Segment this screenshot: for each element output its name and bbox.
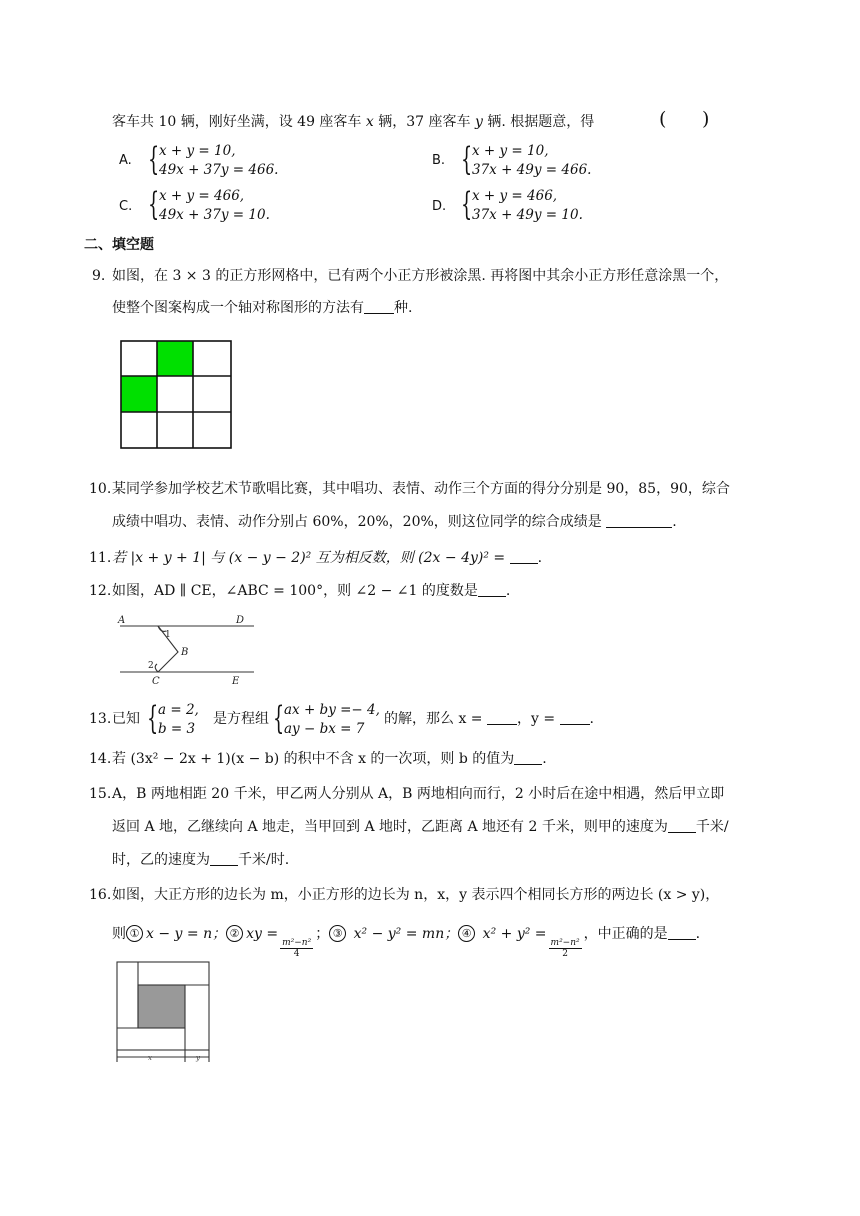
q8-option-a-line1: x + y = 10, [159, 143, 236, 159]
q15-text-c: 时，乙的速度为 [112, 852, 210, 868]
q16-item4-b: ，中正确的是 [583, 926, 668, 942]
q8-text-b: 辆，37 座客车 [373, 114, 475, 130]
q15-text-a: 返回 A 地，乙继续向 A 地走，当甲回到 A 地时，乙距离 A 地还有 2 千米，则甲的速度为 [112, 819, 668, 835]
q13-given-line2: b = 3 [158, 721, 196, 737]
section-title: 二、填空题 [84, 237, 154, 253]
q16-item4-marker: ④ [458, 925, 475, 942]
brace-icon: { [461, 140, 473, 178]
q13-text-a: 的解，那么 x = [384, 711, 487, 727]
q13-equation-system [273, 701, 380, 739]
q12-label-c: C [152, 676, 160, 687]
q16-label-x: x [148, 1054, 152, 1062]
q13-given-system [147, 701, 199, 739]
brace-icon: { [147, 699, 159, 737]
q15-line3 [112, 850, 289, 870]
q8-answer-paren-left: ( [659, 108, 667, 130]
q16-squares-figure [114, 960, 212, 1066]
q11-number: 11. [89, 550, 112, 566]
q16-answer-blank[interactable] [668, 925, 696, 940]
q10-line1: 某同学参加学校艺术节歌唱比赛，其中唱功、表情、动作三个方面的得分分别是 90，85，90，综合 [112, 481, 730, 497]
q15-line1: A，B 两地相距 20 千米，甲乙两人分别从 A，B 两地相向而行，2 小时后在途中相遇，然后甲立即 [112, 786, 725, 802]
q12-label-a: A [118, 615, 126, 626]
grid-cell-r2c1 [121, 376, 157, 412]
q8-option-c-line2: 49x + 37y = 10. [159, 207, 270, 223]
q16-item1-marker: ① [126, 925, 143, 942]
q13-sys-line2: ay − bx = 7 [284, 721, 365, 737]
q16-item2-marker: ② [226, 925, 243, 942]
q9-text-end: 种. [394, 300, 413, 316]
q12-parallel-lines-figure [112, 612, 272, 690]
q16-item4-den: 2 [562, 949, 568, 959]
q16-item2-den: 4 [293, 949, 300, 959]
q11-answer-blank[interactable] [510, 549, 538, 564]
q8-answer-paren-right: ) [702, 108, 710, 130]
q13-given-line1: a = 2, [158, 702, 199, 718]
q15-text-b: 千米/ [695, 819, 729, 835]
brace-icon: { [148, 140, 160, 178]
q16-text-end: . [695, 926, 701, 942]
q12-number: 12. [89, 583, 112, 599]
q12-line [112, 581, 510, 601]
q14-line [112, 749, 547, 769]
q13-y-blank[interactable] [560, 710, 590, 725]
q8-option-d-line2: 37x + 49y = 10. [472, 207, 583, 223]
q12-answer-blank[interactable] [478, 582, 506, 597]
q8-option-c-system[interactable] [148, 187, 270, 225]
q8-option-a-label[interactable]: A. [119, 153, 132, 168]
q16-item2-b: ； [315, 926, 330, 942]
q15-number: 15. [89, 786, 112, 802]
q16-item3-marker: ③ [329, 925, 346, 942]
q16-item2-num: m²−n² [282, 938, 312, 948]
q8-option-a-line2: 49x + 37y = 466. [159, 162, 279, 178]
q13-pre: 已知 [112, 711, 140, 727]
brace-icon: { [461, 185, 473, 223]
q16-line1: 如图，大正方形的边长为 m，小正方形的边长为 n，x，y 表示四个相同长方形的两边长 (x > y)， [112, 887, 720, 903]
q12-label-b: B [181, 647, 189, 658]
q8-text-a: 客车共 10 辆，刚好坐满，设 49 座客车 [112, 114, 366, 130]
q15-yi-speed-blank[interactable] [210, 851, 238, 866]
q16-item3: x² − y² = mn； [349, 926, 459, 942]
q8-stem [112, 112, 594, 132]
q16-item4-a: x² + y² = [478, 926, 547, 942]
q16-label-y: y [196, 1054, 200, 1062]
q16-item2-fraction [280, 938, 313, 959]
q16-number: 16. [89, 887, 112, 903]
q15-jia-speed-blank[interactable] [668, 818, 696, 833]
q16-line2 [112, 924, 700, 959]
q9-text: 使整个图案构成一个轴对称图形的方法有 [112, 300, 364, 316]
q8-option-c-line1: x + y = 466, [159, 188, 245, 204]
q9-line1: 如图，在 3 × 3 的正方形网格中，已有两个小正方形被涂黑. 再将图中其余小正方形任意涂黑一个， [112, 268, 729, 284]
q12-label-d: D [236, 615, 245, 626]
q8-option-b-label[interactable]: B. [432, 153, 446, 168]
q10-answer-blank[interactable] [606, 513, 672, 528]
q13-number: 13. [89, 711, 112, 727]
q13-x-blank[interactable] [487, 710, 517, 725]
q11-line [112, 548, 542, 568]
q16-text-then: 则 [112, 926, 126, 942]
q9-number: 9. [92, 268, 106, 284]
q12-label-2: 2 [148, 661, 154, 671]
q10-line2 [112, 512, 677, 532]
q15-text-d: 千米/时. [238, 852, 290, 868]
q10-number: 10. [89, 481, 112, 497]
q8-option-c-label[interactable]: C. [119, 199, 133, 214]
q14-answer-blank[interactable] [514, 750, 542, 765]
q13-post [384, 709, 594, 729]
q13-mid: 是方程组 [213, 711, 269, 727]
q12-label-e: E [232, 676, 240, 687]
brace-icon: { [273, 699, 285, 737]
q14-number: 14. [89, 751, 112, 767]
q8-option-d-system[interactable] [461, 187, 583, 225]
q8-text-c: 辆. 根据题意，得 [482, 114, 595, 130]
q8-option-a-system[interactable] [148, 142, 278, 180]
q12-text: 如图，AD ∥ CE，∠ABC = 100°，则 ∠2 − ∠1 的度数是 [112, 583, 478, 599]
q12-text-end: . [505, 583, 511, 599]
q13-sys-line1: ax + by =− 4, [284, 702, 380, 718]
q9-answer-blank[interactable] [364, 299, 394, 314]
q11-text-end: . [537, 550, 543, 566]
q15-line2 [112, 817, 729, 837]
q11-text: 若 |x + y + 1| 与 (x − y − 2)² 互为相反数，则 (2x − 4y)² = [112, 550, 510, 566]
q9-line2 [112, 298, 412, 318]
q12-label-1: 1 [165, 630, 171, 640]
q8-var-y: y [474, 114, 483, 130]
q8-option-b-system[interactable] [461, 142, 591, 180]
q16-item1: x − y = n； [146, 926, 227, 942]
q9-grid-figure [118, 339, 234, 451]
q13-text-b: ，y = [516, 711, 560, 727]
q13-text-c: . [589, 711, 594, 727]
q16-item4-fraction [549, 938, 582, 959]
q16-item4-num: m²−n² [550, 938, 580, 948]
q8-option-d-line1: x + y = 466, [472, 188, 558, 204]
q10-text: 成绩中唱功、表情、动作分别占 60%，20%，20%，则这位同学的综合成绩是 [112, 514, 607, 530]
q8-option-d-label[interactable]: D. [432, 199, 447, 214]
grid-cell-r1c2 [157, 341, 193, 376]
q8-option-b-line2: 37x + 49y = 466. [472, 162, 592, 178]
brace-icon: { [148, 185, 160, 223]
q8-option-b-line1: x + y = 10, [472, 143, 549, 159]
q8-var-x: x [365, 114, 374, 130]
q16-item2-a: xy = [246, 926, 279, 942]
q14-text-end: . [542, 751, 547, 767]
q14-text: 若 (3x² − 2x + 1)(x − b) 的积中不含 x 的一次项，则 b 的值为 [112, 751, 515, 767]
q10-text-end: . [672, 514, 677, 530]
